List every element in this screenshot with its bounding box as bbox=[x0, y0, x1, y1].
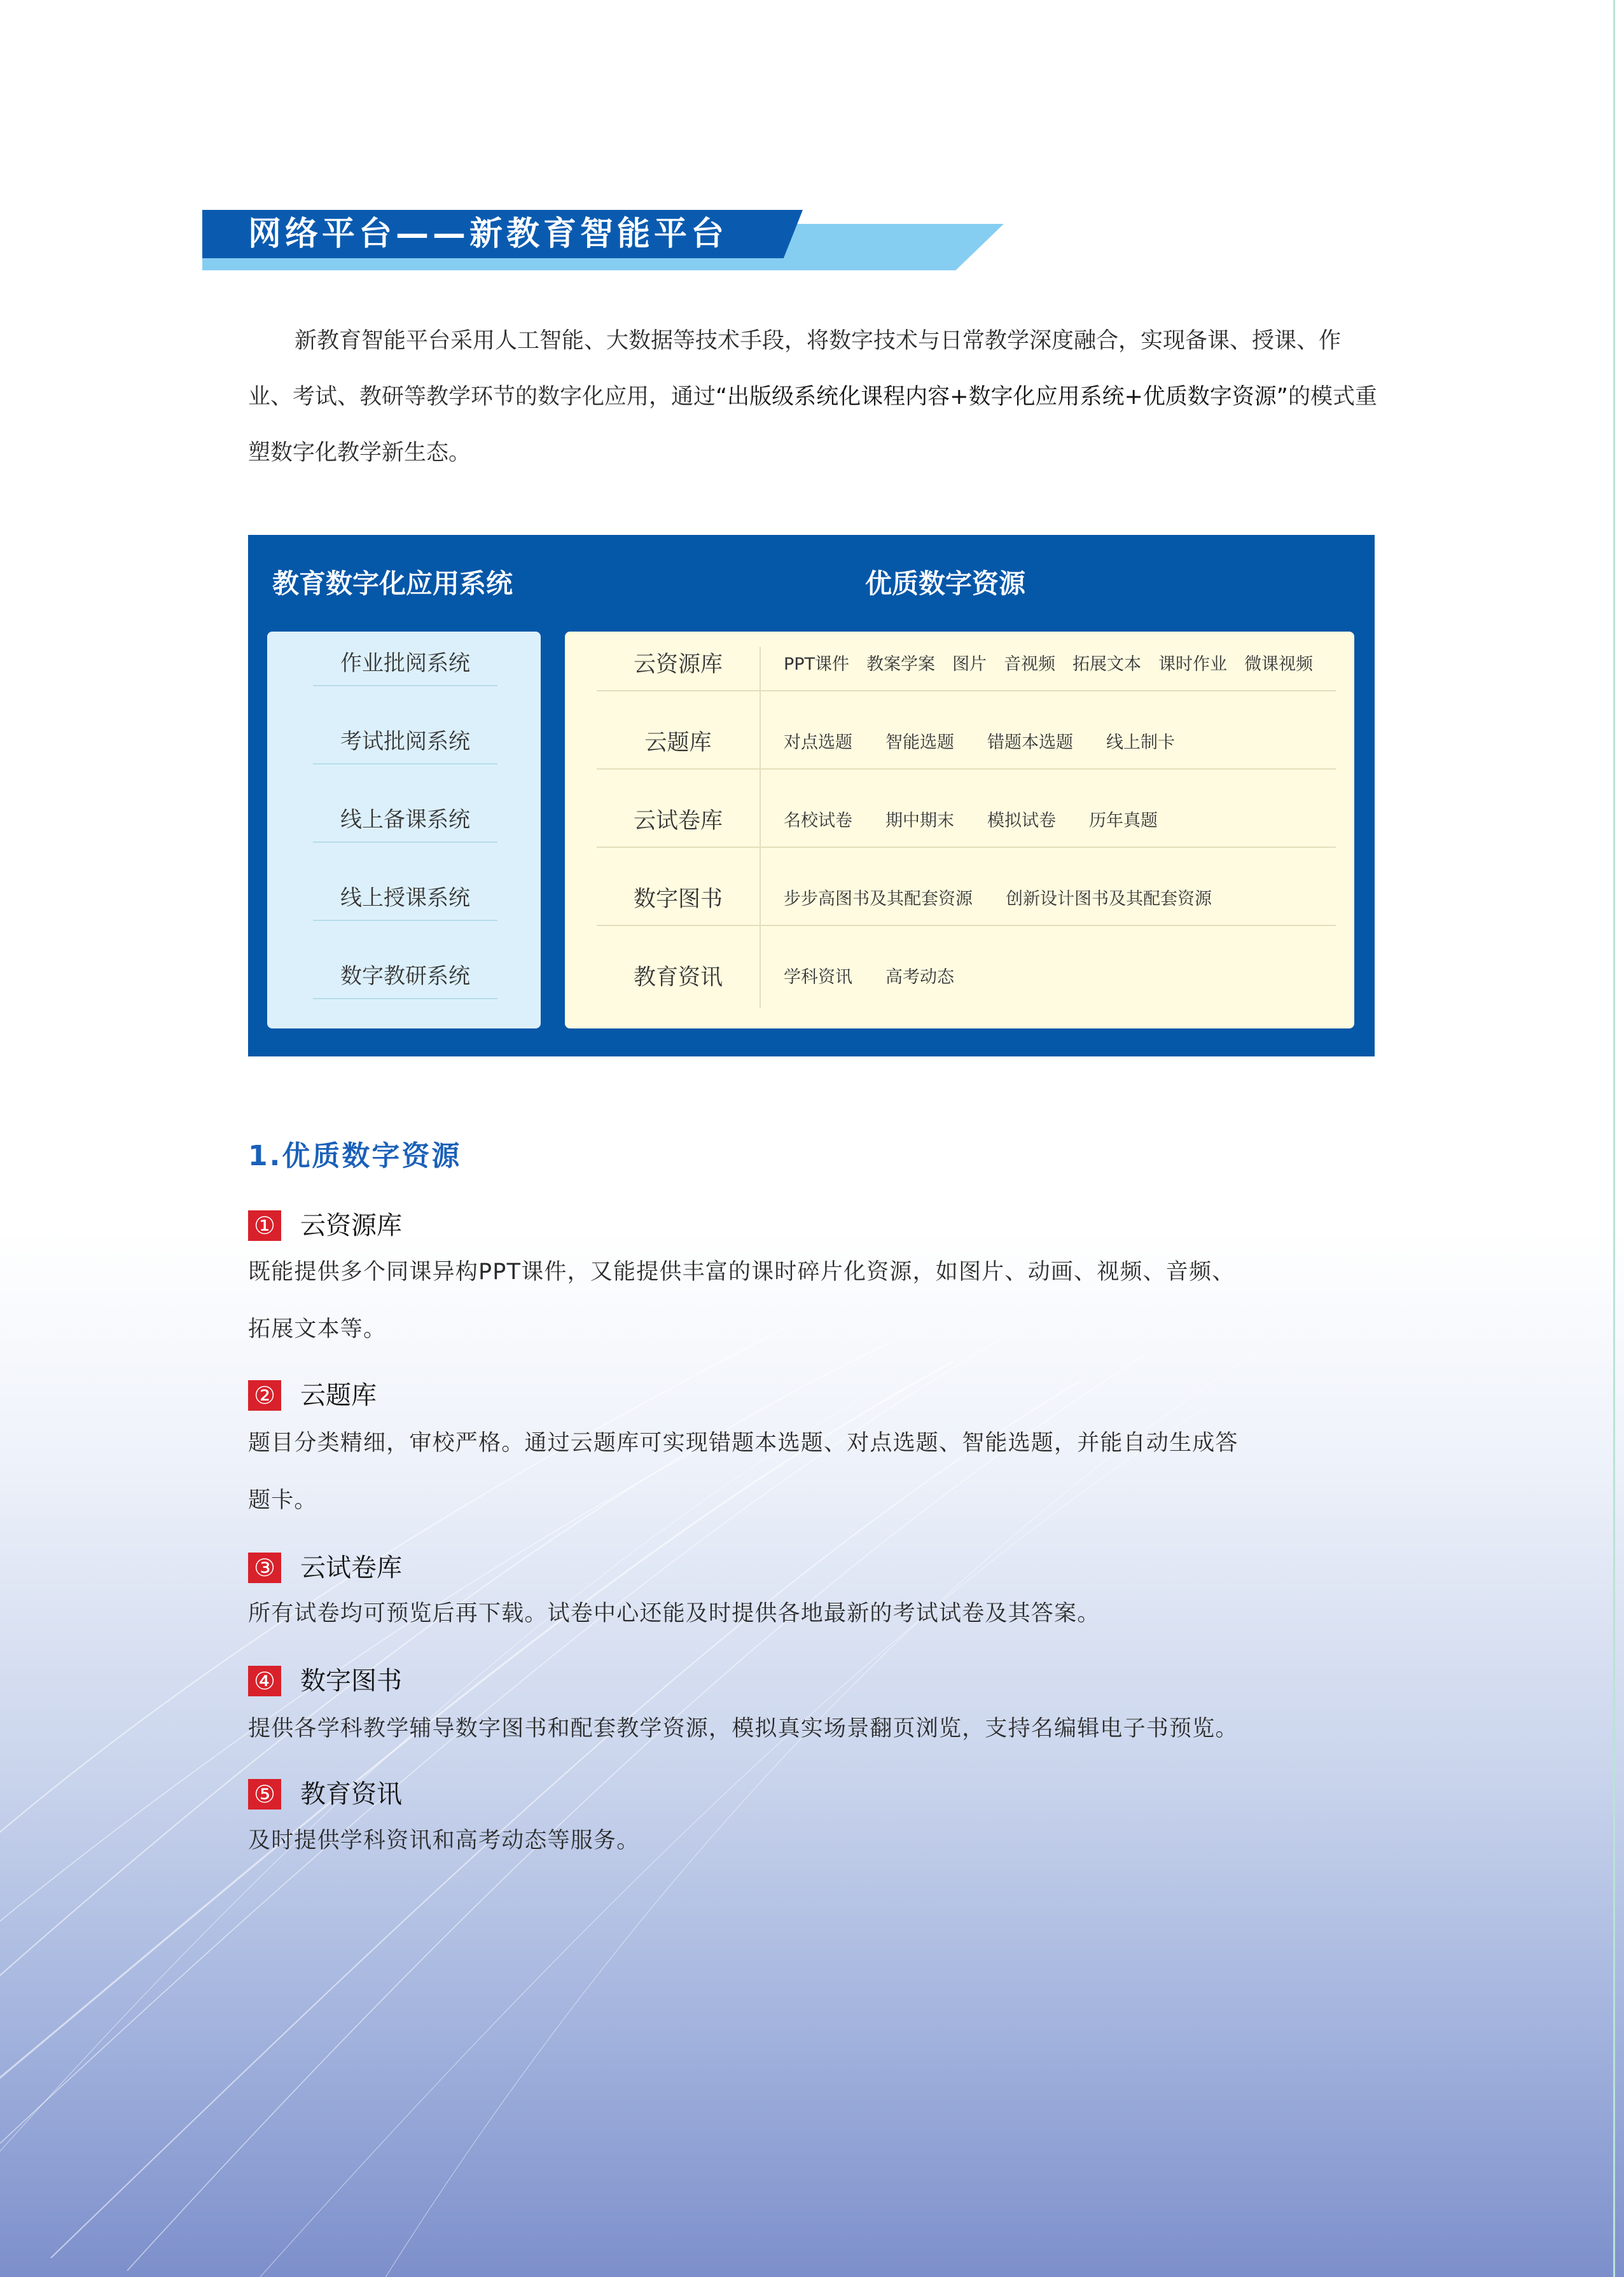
systems-title: 教育数字化应用系统 bbox=[272, 568, 513, 599]
intro-text: 新教育智能平台采用人工智能、大数据等技术手段，将数字技术与日常教学深度融合，实现备课、授课、作业、考试、教研等教学环节的数字化应用，通过 bbox=[248, 328, 1342, 410]
description-line: 提供各学科教学辅导数字图书和配套教学资源，模拟真实场景翻页浏览，支持名编辑电子书预览。 bbox=[248, 1716, 1239, 1741]
intro-text-end: 的模式重塑数字化教学新生态。 bbox=[248, 384, 1377, 466]
number-badge: ① bbox=[248, 1210, 281, 1241]
resource-items bbox=[784, 651, 1330, 679]
description-line: 题卡。 bbox=[248, 1488, 317, 1513]
resource-tag: 线上制卡 bbox=[1106, 733, 1175, 752]
row-divider bbox=[597, 768, 1336, 770]
resource-label: 云题库 bbox=[644, 730, 712, 756]
system-item: 线上备课系统 bbox=[313, 806, 497, 843]
item-title: 数字图书 bbox=[300, 1666, 402, 1696]
resource-label: 教育资讯 bbox=[633, 965, 723, 990]
intro-paragraph bbox=[248, 313, 1380, 481]
number-badge: ⑤ bbox=[248, 1779, 281, 1810]
item-heading bbox=[248, 1551, 402, 1584]
description-line: 及时提供学科资讯和高考动态等服务。 bbox=[248, 1828, 640, 1853]
item-heading bbox=[248, 1379, 377, 1412]
resource-tag: 创新设计图书及其配套资源 bbox=[1006, 889, 1212, 909]
resource-tag: 名校试卷 bbox=[784, 811, 852, 831]
item-heading bbox=[248, 1664, 402, 1698]
resource-tag: 学科资讯 bbox=[784, 967, 852, 987]
row-divider bbox=[597, 925, 1336, 926]
systems-panel bbox=[267, 632, 541, 1028]
resource-tag: 高考动态 bbox=[885, 967, 954, 987]
resource-label: 云资源库 bbox=[633, 652, 723, 677]
resource-label: 云试卷库 bbox=[633, 808, 723, 834]
item-title: 云题库 bbox=[300, 1381, 377, 1410]
item-title: 教育资讯 bbox=[300, 1780, 402, 1809]
item-description bbox=[248, 1585, 1380, 1642]
resource-tag: 期中期末 bbox=[885, 811, 954, 831]
resource-tag: 对点选题 bbox=[784, 733, 852, 752]
description-line: 所有试卷均可预览后再下载。试卷中心还能及时提供各地最新的考试试卷及其答案。 bbox=[248, 1601, 1100, 1626]
intro-highlight: “出版级系统化课程内容+数字化应用系统+优质数字资源” bbox=[716, 384, 1288, 410]
resource-tag: 历年真题 bbox=[1089, 811, 1158, 831]
resource-label: 数字图书 bbox=[633, 887, 723, 912]
system-item: 线上授课系统 bbox=[313, 884, 497, 921]
description-line: 拓展文本等。 bbox=[248, 1317, 387, 1342]
item-description bbox=[248, 1700, 1380, 1757]
resource-tag: 微课视频 bbox=[1244, 654, 1314, 674]
system-item: 数字教研系统 bbox=[313, 962, 497, 999]
resource-tag: 错题本选题 bbox=[987, 733, 1073, 752]
system-item: 考试批阅系统 bbox=[313, 728, 497, 765]
item-title: 云试卷库 bbox=[300, 1553, 402, 1582]
resource-tag: 步步高图书及其配套资源 bbox=[784, 889, 973, 909]
row-divider bbox=[597, 690, 1336, 691]
resource-tag: 图片 bbox=[952, 654, 987, 674]
resource-tag: 智能选题 bbox=[885, 733, 954, 752]
column-divider bbox=[760, 647, 761, 1008]
item-description bbox=[248, 1243, 1380, 1358]
number-badge: ③ bbox=[248, 1553, 281, 1583]
resources-title: 优质数字资源 bbox=[865, 568, 1026, 599]
system-item: 作业批阅系统 bbox=[313, 649, 497, 686]
resource-tag: 音视频 bbox=[1004, 654, 1056, 674]
resource-tag: 拓展文本 bbox=[1072, 654, 1142, 674]
resource-tag: 教案学案 bbox=[866, 654, 936, 674]
resource-items bbox=[784, 807, 1191, 835]
row-divider bbox=[597, 847, 1336, 848]
title-banner bbox=[202, 210, 1004, 270]
item-description bbox=[248, 1812, 1380, 1869]
resource-items bbox=[784, 729, 1208, 757]
resource-tag: PPT课件 bbox=[784, 654, 850, 674]
item-title: 云资源库 bbox=[300, 1211, 402, 1240]
platform-diagram bbox=[248, 535, 1375, 1056]
number-badge: ② bbox=[248, 1380, 281, 1411]
resource-tag: 课时作业 bbox=[1158, 654, 1228, 674]
description-line: 既能提供多个同课异构PPT课件，又能提供丰富的课时碎片化资源，如图片、动画、视频、音频、 bbox=[248, 1259, 1235, 1285]
page-title: 网络平台——新教育智能平台 bbox=[248, 215, 728, 253]
item-heading bbox=[248, 1778, 402, 1811]
description-line: 题目分类精细，审校严格。通过云题库可实现错题本选题、对点选题、智能选题，并能自动生成答 bbox=[248, 1430, 1239, 1456]
item-description bbox=[248, 1415, 1380, 1529]
item-heading bbox=[248, 1209, 402, 1242]
resource-tag: 模拟试卷 bbox=[987, 811, 1056, 831]
resources-panel bbox=[565, 632, 1354, 1028]
resource-items bbox=[784, 964, 987, 992]
resource-items bbox=[784, 885, 1245, 913]
number-badge: ④ bbox=[248, 1666, 281, 1696]
section-heading: 1.优质数字资源 bbox=[248, 1140, 462, 1172]
